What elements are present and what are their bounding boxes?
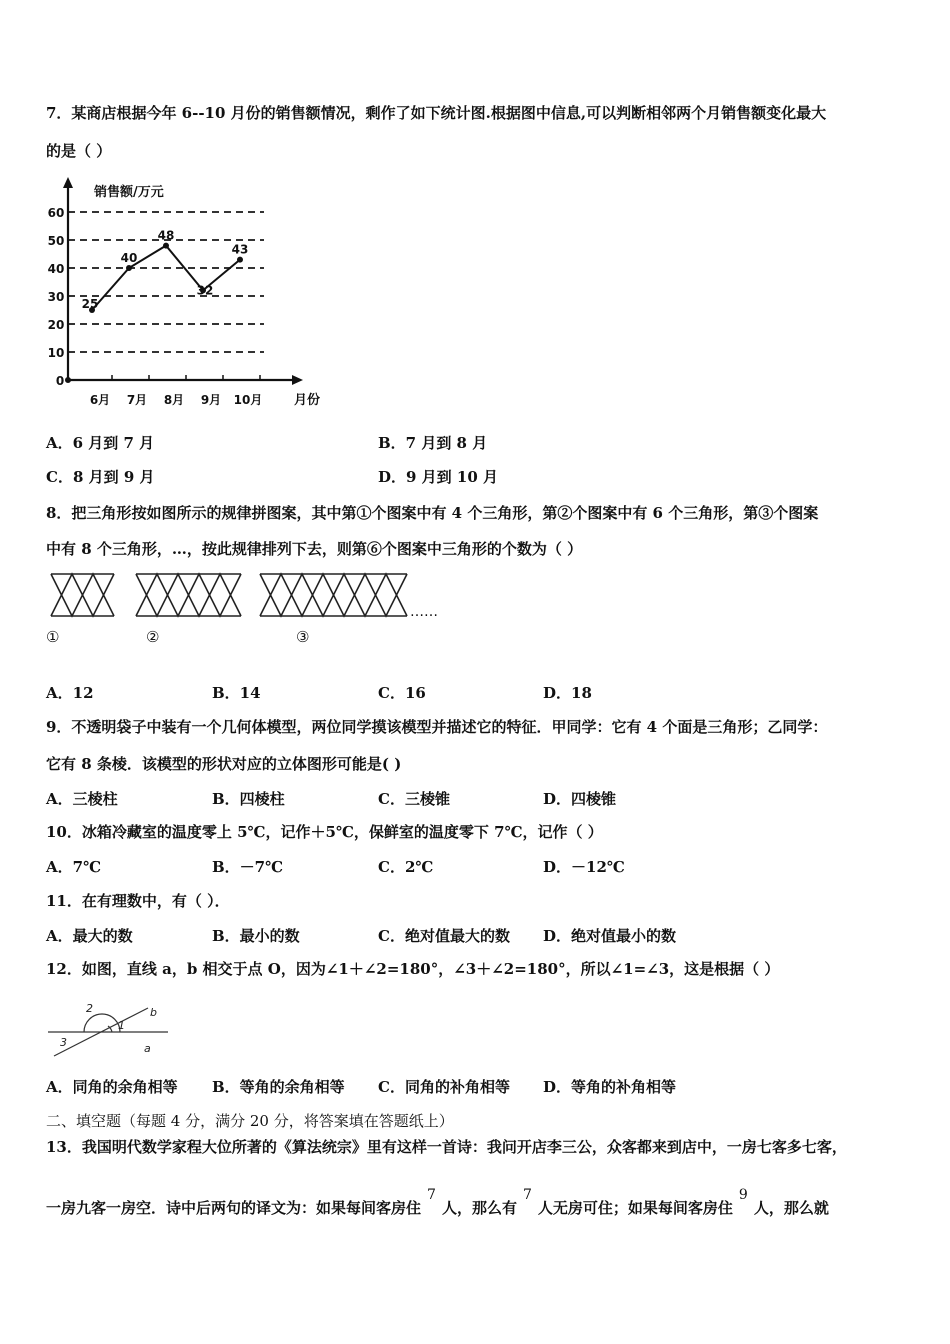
y-tick-label: 40	[47, 262, 65, 276]
data-label: 25	[81, 297, 99, 311]
q13-number-3: 9	[738, 1187, 748, 1203]
q7-stem-line1: 7．某商店根据今年 6--10 月份的销售额情况，剩作了如下统计图.根据图中信息,可以判断相邻两个月销售额变化最大	[46, 104, 827, 122]
x-tick-label: 7月	[126, 393, 148, 407]
data-label: 32	[196, 283, 214, 298]
q8-stem-line1: 8．把三角形按如图所示的规律拼图案，其中第①个图案中有 4 个三角形，第②个图案中有 6 个三角形，第③个图案	[46, 504, 819, 522]
x-axis-arrow	[292, 375, 303, 385]
triangle-pattern-figure	[46, 566, 466, 656]
pattern-2	[136, 574, 241, 616]
q12-stem: 12．如图，直线 a，b 相交于点 O，因为∠1＋∠2=180°，∠3＋∠2=180°，所以∠1=∠3，这是根据（ ）	[46, 960, 780, 978]
q12-option-c[interactable]: C．同角的补角相等	[378, 1078, 510, 1096]
origin-dot	[65, 377, 71, 383]
q7-option-a[interactable]: A．6 月到 7 月	[46, 434, 155, 452]
q11-option-b[interactable]: B．最小的数	[212, 927, 300, 945]
q13-stem-line1: 13．我国明代数学家程大位所著的《算法统宗》里有这样一首诗：我问开店李三公，众客都来到店中，一房七客多七客，	[46, 1138, 847, 1156]
q11-option-d[interactable]: D．绝对值最小的数	[543, 927, 677, 945]
q10-option-d[interactable]: D．－12℃	[543, 858, 625, 876]
angle-label-1: 1	[118, 1019, 125, 1032]
q9-stem-line2: 它有 8 条棱．该模型的形状对应的立体图形可能是( )	[46, 755, 402, 773]
q12-option-a[interactable]: A．同角的余角相等	[46, 1078, 178, 1096]
q12-option-b[interactable]: B．等角的余角相等	[212, 1078, 345, 1096]
angle-label-2: 2	[86, 1002, 93, 1015]
q9-option-b[interactable]: B．四棱柱	[212, 790, 285, 808]
x-tick-label: 6月	[89, 393, 111, 407]
q10-option-a[interactable]: A．7℃	[46, 858, 102, 876]
q8-option-a[interactable]: A．12	[46, 684, 94, 702]
y-tick-label: 30	[47, 290, 65, 304]
q8-stem-line2: 中有 8 个三角形，…，按此规律排列下去，则第⑥个图案中三角形的个数为（ ）	[46, 540, 583, 558]
q9-option-c[interactable]: C．三棱锥	[378, 790, 450, 808]
sales-line-chart	[44, 172, 354, 412]
angle-label-3: 3	[60, 1036, 67, 1049]
q8-option-c[interactable]: C．16	[378, 684, 426, 702]
section-2-title: 二、填空题（每题 4 分，满分 20 分，将答案填在答题纸上）	[46, 1112, 454, 1130]
q13-stem-line2	[46, 1187, 829, 1218]
intersecting-lines-figure	[44, 996, 174, 1062]
data-label: 48	[157, 228, 175, 243]
q9-option-d[interactable]: D．四棱锥	[543, 790, 617, 808]
q11-stem: 11．在有理数中，有（ ）．	[46, 892, 230, 910]
y-tick-label: 20	[47, 318, 65, 332]
q8-option-b[interactable]: B．14	[212, 684, 261, 702]
q13-number-2: 7	[522, 1187, 532, 1203]
pattern-label-2: ②	[146, 628, 160, 646]
y-tick-label: 60	[47, 206, 65, 220]
q9-stem-line1: 9．不透明袋子中装有一个几何体模型，两位同学摸该模型并描述它的特征．甲同学：它有 4 个面是三角形；乙同学：	[46, 718, 828, 736]
q11-option-c[interactable]: C．绝对值最大的数	[378, 927, 510, 945]
q10-option-b[interactable]: B．－7℃	[212, 858, 284, 876]
q11-option-a[interactable]: A．最大的数	[46, 927, 133, 945]
q8-option-d[interactable]: D．18	[543, 684, 592, 702]
data-label: 40	[120, 251, 138, 265]
x-axis-title: 月份	[294, 393, 321, 408]
pattern-label-3: ③	[296, 628, 310, 646]
q13-line2-part-c: 人无房可住；如果每间客房住	[537, 1199, 733, 1217]
pattern-label-1: ①	[46, 628, 60, 646]
line-label-a: a	[144, 1042, 151, 1055]
q7-option-b[interactable]: B．7 月到 8 月	[378, 434, 488, 452]
pattern-3	[260, 574, 407, 616]
pattern-1	[51, 574, 114, 616]
line-label-b: b	[150, 1006, 157, 1019]
q13-line2-part-d: 人，那么就	[753, 1199, 829, 1217]
y-tick-label: 10	[47, 346, 65, 360]
y-tick-label: 50	[47, 234, 65, 248]
q9-option-a[interactable]: A．三棱柱	[46, 790, 118, 808]
q7-stem-line2: 的是（ ）	[46, 142, 112, 160]
q7-option-d[interactable]: D．9 月到 10 月	[378, 468, 498, 486]
data-point	[126, 265, 132, 271]
q13-line2-part-b: 人，那么有	[441, 1199, 517, 1217]
q10-stem: 10．冰箱冷藏室的温度零上 5℃，记作＋5℃，保鲜室的温度零下 7℃，记作（ ）	[46, 823, 603, 841]
x-tick-label: 10月	[233, 393, 263, 407]
x-tick-label: 9月	[200, 393, 222, 407]
q13-number-1: 7	[427, 1187, 436, 1203]
sales-series-line	[92, 246, 240, 310]
x-tick-label: 8月	[163, 393, 185, 407]
q10-option-c[interactable]: C．2℃	[378, 858, 434, 876]
data-label: 43	[231, 242, 249, 257]
y-axis-title: 销售额/万元	[94, 185, 164, 200]
pattern-ellipsis: ……	[410, 604, 438, 620]
q13-line2-part-a: 一房九客一房空．诗中后两句的译文为：如果每间客房住	[46, 1199, 422, 1217]
q12-option-d[interactable]: D．等角的补角相等	[543, 1078, 677, 1096]
y-tick-label: 0	[55, 374, 65, 388]
q7-option-c[interactable]: C．8 月到 9 月	[46, 468, 155, 486]
data-point	[237, 257, 243, 263]
data-point	[163, 243, 169, 249]
y-axis-arrow	[63, 177, 73, 188]
